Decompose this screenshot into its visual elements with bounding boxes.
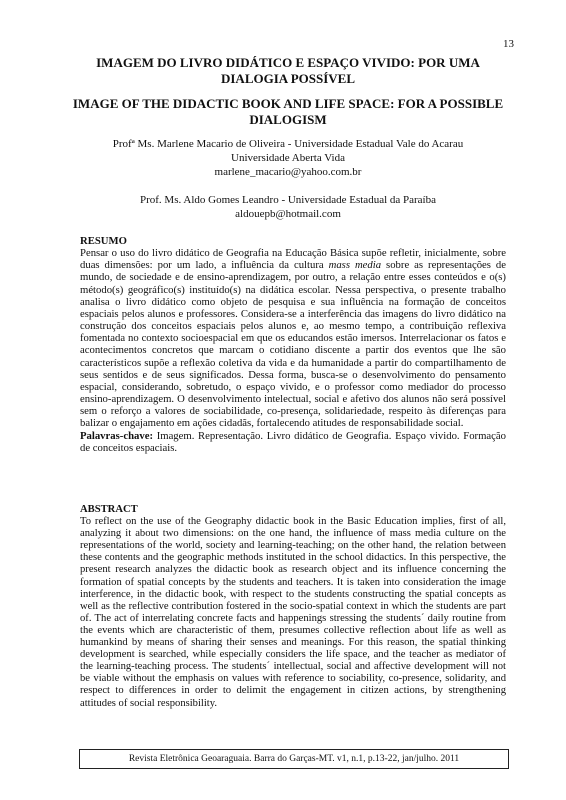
page-number: 13: [503, 38, 514, 50]
abstract-text: To reflect on the use of the Geography didactic book in the Basic Education implies, first of all, analyzing it about two dimensions: on the one hand, the influence of mass media culture on the representations of the world, society and learning-teaching; on the other hand, the relation between these contents and the geographic methods instituted in the school didactics. In this perspective, the present research analyzes the didactic book as research object and its influence concerning the formation of spatial concepts by the students and teachers. It is taken into consideration the image interference, in the didactic book, with respect to the students constructing the spatial concepts as well as the reflective contribution fostered in the socio-spatial context in which the students are part of. The act of interrelating concrete facts and happenings stressing the students´ daily routine from the events which are characteristic of them, presumes collective reflection about life as well as humankind by means of sharing their senses and meanings. For this reason, the spatial thinking development is searched, while especially considers the life space, and the teacher as mediator of the learning-teaching process. The students´ intellectual, social and affective development will not be viable without the emphasis on values with reference to sociability, co-presence, solidarity, and respect to differences in order to delimit the engagement in citizen actions, by strengthening attitudes of social responsibility.: [80, 516, 506, 709]
resumo-text-part2: sobre as representações de mundo, de sociedade e de ensino-aprendizagem, por outro, a relação entre esses conteúdos e o(s) método(s) geográfico(s) instituído(s) na didática escolar. Nessa perspectiva, o presente trabalho analisa o livro didático como objeto de pesquisa e sua influência na formação de conceitos espaciais pelos alunos e professores. Considera-se a interferência das imagens do livro didático na construção dos conceitos espaciais pelos alunos e, ao mesmo tempo, a contribuição reflexiva fomentada no contexto socioespacial em que os educandos estão imersos. Interrelacionar os fatos e acontecimentos concretos que marcam o cotidiano discente a partir dos eventos que lhe são característicos supõe a reflexão coletiva da vida e da humanidade a partir do compartilhamento de seus sentidos e de seus significados. Dessa forma, busca-se o desenvolvimento do pensamento espacial, considerando, sobretudo, o espaço vivido, e o professor como mediador do processo ensino-aprendizagem. O desenvolvimento intelectual, social e afetivo dos alunos não será possível sem o reforço a valores de sociabilidade, co-presença, solidariedade, respeito às diferenças para balizar o engajamento em ações cidadãs, fortalecendo atitudes de responsabilidade social.: [80, 259, 506, 430]
author-1-email: marlene_macario@yahoo.com.br: [214, 166, 362, 178]
author-1-affiliation: Universidade Aberta Vida: [231, 152, 345, 164]
keywords: [80, 430, 506, 454]
resumo-italic-term: mass media: [328, 259, 382, 272]
resumo-text-part1: Pensar o uso do livro didático de Geografia na Educação Básica supõe refletir, inicialmente, sobre duas dimensões: por um lado, a influência da cultura: [80, 247, 506, 272]
keywords-list: Imagem. Representação. Livro didático de Geografia. Espaço vivido. Formação de conceitos espaciais.: [80, 429, 506, 454]
author-block-2: [70, 193, 506, 221]
resumo-section: [80, 235, 506, 454]
journal-footer: Revista Eletrônica Geoaraguaia. Barra do Garças-MT. v1, n.1, p.13-22, jan/julho. 2011: [79, 749, 509, 769]
author-2-name: Prof. Ms. Aldo Gomes Leandro - Universidade Estadual da Paraíba: [139, 194, 436, 206]
author-2-email: aldouepb@hotmail.com: [235, 208, 341, 220]
title-english: IMAGE OF THE DIDACTIC BOOK AND LIFE SPACE: FOR A POSSIBLE DIALOGISM: [72, 96, 504, 127]
title-portuguese: IMAGEM DO LIVRO DIDÁTICO E ESPAÇO VIVIDO: POR UMA DIALOGIA POSSÍVEL: [96, 55, 480, 86]
resumo-text: [80, 247, 506, 429]
author-1-name: Profª Ms. Marlene Macario de Oliveira - Universidade Estadual Vale do Acarau: [112, 138, 464, 150]
resumo-heading: RESUMO: [80, 235, 127, 247]
abstract-heading: ABSTRACT: [80, 504, 138, 515]
keywords-label: Palavras-chave:: [80, 429, 154, 442]
abstract-section: [80, 504, 506, 710]
author-block-1: [70, 137, 506, 179]
